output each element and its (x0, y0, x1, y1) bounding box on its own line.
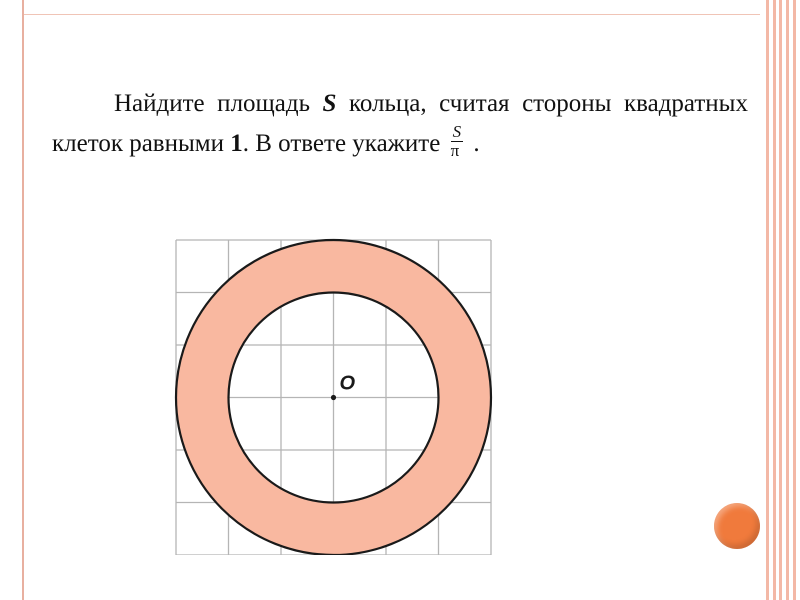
slide-nav-button[interactable] (714, 503, 760, 549)
task-variable-s: S (322, 90, 337, 117)
task-part-2: кольца, считая стороны квадратных клеток равными (52, 90, 748, 157)
center-point (331, 395, 336, 400)
ring-figure (170, 235, 500, 555)
task-part-3: . В ответе укажите (242, 130, 447, 157)
center-label-o: O (339, 372, 356, 395)
task-part-1: Найдите площадь (114, 90, 323, 117)
task-cell-size: 1 (230, 130, 243, 157)
task-part-4: . (467, 130, 480, 157)
answer-fraction (451, 123, 464, 160)
slide-frame-top-line (24, 14, 760, 15)
fraction-denominator: π (450, 140, 460, 160)
slide-frame-right-stripes (760, 0, 800, 600)
fraction-numerator: S (452, 121, 462, 141)
task-text (52, 84, 748, 164)
slide-frame-left (0, 0, 24, 600)
